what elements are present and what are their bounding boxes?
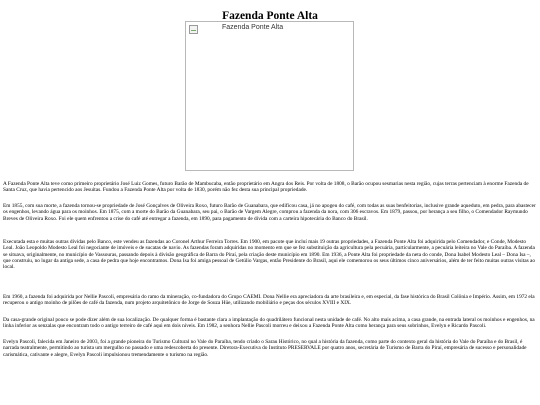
- history-paragraph-origins: A Fazenda Ponte Alta teve como primeiro proprietário José Luiz Gomes, futuro Barão de Mambucaba, então proprietário em Angra dos Reis. Por volta de 1808, o Barão ocupou sesmarias nesta região, cujas terras pertenciam à enorme Fazenda de Santa Cruz, que havia pertencido aos Jesuítas. Fundou a Fazenda Ponte Alta por volta de 1830, porém não fez desta sua principal propriedade.: [3, 181, 529, 194]
- broken-image-icon: [189, 25, 198, 34]
- history-paragraph-casa-grande: Da casa-grande original pouco se pode dizer além de sua localização. De qualquer forma é bastante clara a implantação do quadrilátero funcional nesta unidade de café. No alto mais acima, a casa grande, na entrada lateral os moinhos e engenhos, na linha inferior as senzalas que encontram todo o antigo terreiro de café aqui em dois níveis. Em 1982, a senhora Nellie Pascoli morreu e deixou a Fazenda Ponte Alta como herança para seus sobrinhos, Evelyn e Ricardo Pascoli.: [3, 317, 535, 330]
- page-title: Fazenda Ponte Alta: [222, 9, 318, 22]
- history-paragraph-baron-guanabara: Em 1855, com sua morte, a fazenda tornou-se propriedade de José Gonçalves de Oliveira Roxo, futuro Barão de Guanabara, que edificou casa, já no apogeu do café, com todas as suas benfeitorias, inclusive grande aqueduto, em pedra, para abastecer os engenhos, levando água para os moinhos. Em 1875, com a morte do Barão da Guanabara, seu pai, o Barão de Vargem Alegre, comprou a fazenda da nora, com 306 escravos. Em 1879, passou, por herança a seu filho, o Comendador Raymundo Breves de Oliveira Roxo. Foi ele quem enfrentou a crise do café até entregar a fazenda, em 1890, para pagamento de dívida com a carteira hipotecária do Banco do Brasil.: [3, 203, 536, 222]
- history-paragraph-evelyn-pascoli: Evelyn Pascoli, falecida em Janeiro de 2003, foi a grande pioneira do Turismo Cultural no Vale do Paraíba, tendo criado o Sarau Histórico, no qual a história da fazenda, como parte do contexto geral da história do Vale do Paraíba e do Brasil, é narrada teatralmente, permitindo ao turista um mergulho no passado e uma redescoberta do presente. Diretora-Executiva do Instituto PRESERVALE por quatro anos, secretária de Turismo de Barra do Piraí, empresária de sucesso e personalidade carismática, cativante e alegre, Evelyn Pascoli impulsionou tremendamente o turismo na região.: [3, 339, 527, 358]
- image-alt-text: Fazenda Ponte Alta: [222, 24, 284, 31]
- history-paragraph-modesto-leal: Executada esta e muitas outras dívidas pelo Banco, este vendeu as fazendas ao Coronel Arthur Ferreira Torres. Em 1900, em pacote que incluí mais 19 outras propriedades, a Fazenda Ponte Alta foi adquirida pelo Comendador, e Conde, Modesto Leal. João Leopoldo Modesto Leal foi negociante de imóveis e de sucatas de navio. As fazendas foram adquiridas no momento em que se fez substituição da agricultura pela pecuária, particularmente, a pecuária leiteira no Vale do Paraíba. A fazenda se situava, originalmente, no município de Vassouras, passando depois à divisão geográfica de Barra do Piraí, pela criação deste município em 1890. Em 1936, a Ponte Alta foi propriedade da neta do conde, Dona Isabel Modesto Leal – Dona Isa –, que construiu, no lugar da antiga sede, a casa de pedra que hoje encontramos. Dona Isa foi amiga pessoal de Getúlio Vargas, então Presidente do Brasil, aqui ele comemorou os seus últimos cinco aniversários, além de ter feito muitas outras visitas ao local.: [3, 239, 536, 271]
- fazenda-image-placeholder: [185, 21, 354, 171]
- history-paragraph-nellie-pascoli: Em 1960, a fazenda foi adquirida por Nellie Pascoli, empresária do ramo da mineração, co-fundadora do Grupo CAEMI. Dona Nellie era apreciadora da arte brasileira e, em especial, da fase histórica do Brasil Colônia e Império. Assim, em 1972 ela recuperou o antigo moinho de pilões de café da fazenda, num projeto arquitetônico de Jorge de Souza Hüe, utilizando mobiliário e peças dos séculos XVIII e XIX.: [3, 294, 535, 307]
